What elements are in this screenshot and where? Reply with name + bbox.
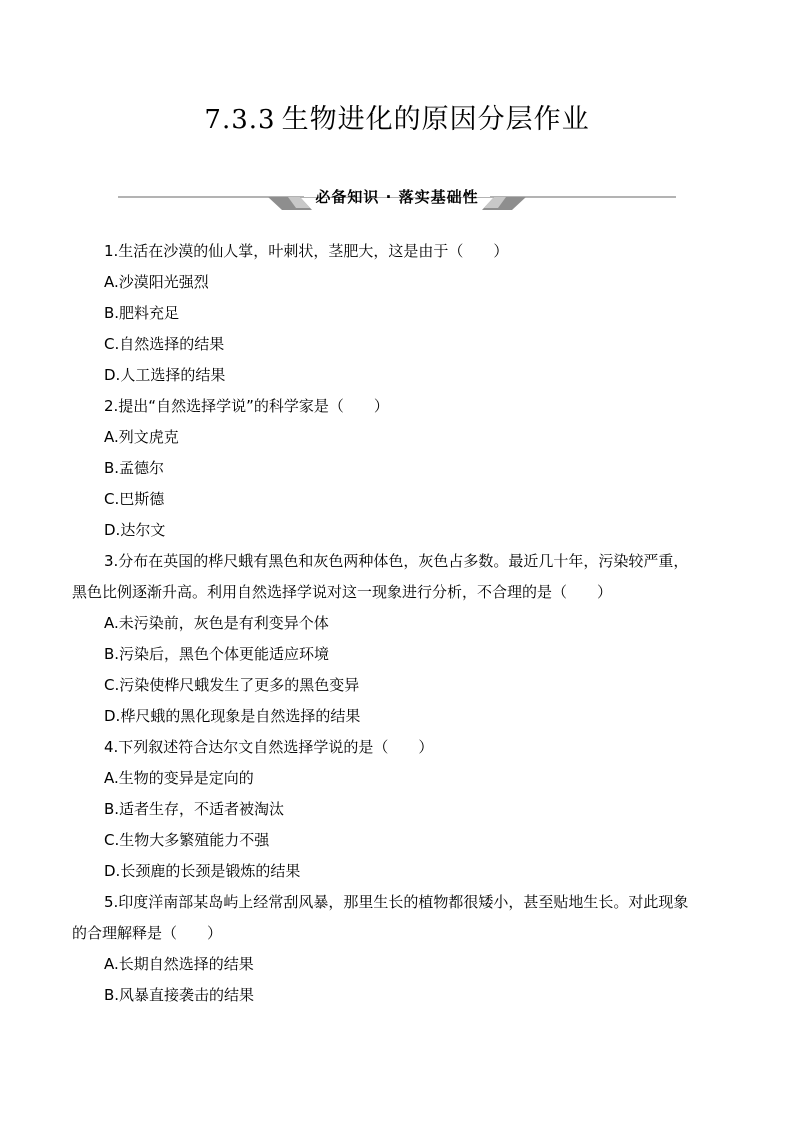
section-label: 必备知识 · 落实基础性 xyxy=(315,188,479,206)
option-d: D.达尔文 xyxy=(104,521,166,539)
question-5 xyxy=(72,887,734,1011)
question-1 xyxy=(72,236,734,391)
section-banner xyxy=(118,182,676,212)
option-d: D.人工选择的结果 xyxy=(104,366,226,384)
option-c: C.自然选择的结果 xyxy=(104,335,225,353)
option-c: C.巴斯德 xyxy=(104,490,165,508)
option-a: A.沙漠阳光强烈 xyxy=(104,273,209,291)
option-b: B.适者生存，不适者被淘汰 xyxy=(104,800,285,818)
option-a: A.生物的变异是定向的 xyxy=(104,769,254,787)
question-list xyxy=(72,236,734,1011)
option-c: C.生物大多繁殖能力不强 xyxy=(104,831,270,849)
option-b: B.孟德尔 xyxy=(104,459,165,477)
title-text: 生物进化的原因分层作业 xyxy=(281,104,590,135)
question-4 xyxy=(72,732,734,887)
page-title xyxy=(0,100,794,140)
question-stem: 2.提出“自然选择学说”的科学家是（ ） xyxy=(104,397,389,415)
option-b: B.肥料充足 xyxy=(104,304,180,322)
title-number: 7.3.3 xyxy=(204,105,276,135)
option-a: A.未污染前，灰色是有利变异个体 xyxy=(104,614,329,632)
option-a: A.长期自然选择的结果 xyxy=(104,955,254,973)
option-a: A.列文虎克 xyxy=(104,428,179,446)
question-stem-continued: 黑色比例逐渐升高。利用自然选择学说对这一现象进行分析，不合理的是（ ） xyxy=(72,583,613,601)
question-2 xyxy=(72,391,734,546)
option-b: B.风暴直接袭击的结果 xyxy=(104,986,255,1004)
question-stem: 1.生活在沙漠的仙人掌，叶刺状，茎肥大，这是由于（ ） xyxy=(104,242,509,260)
option-c: C.污染使桦尺蛾发生了更多的黑色变异 xyxy=(104,676,360,694)
option-d: D.长颈鹿的长颈是锻炼的结果 xyxy=(104,862,301,880)
option-b: B.污染后，黑色个体更能适应环境 xyxy=(104,645,330,663)
question-stem: 5.印度洋南部某岛屿上经常刮风暴，那里生长的植物都很矮小，甚至贴地生长。对此现象 xyxy=(104,893,689,911)
option-d: D.桦尺蛾的黑化现象是自然选择的结果 xyxy=(104,707,361,725)
question-stem: 3.分布在英国的桦尺蛾有黑色和灰色两种体色，灰色占多数。最近几十年，污染较严重， xyxy=(104,552,689,570)
question-stem: 4.下列叙述符合达尔文自然选择学说的是（ ） xyxy=(104,738,434,756)
question-stem-continued: 的合理解释是（ ） xyxy=(72,924,223,942)
question-3 xyxy=(72,546,734,732)
